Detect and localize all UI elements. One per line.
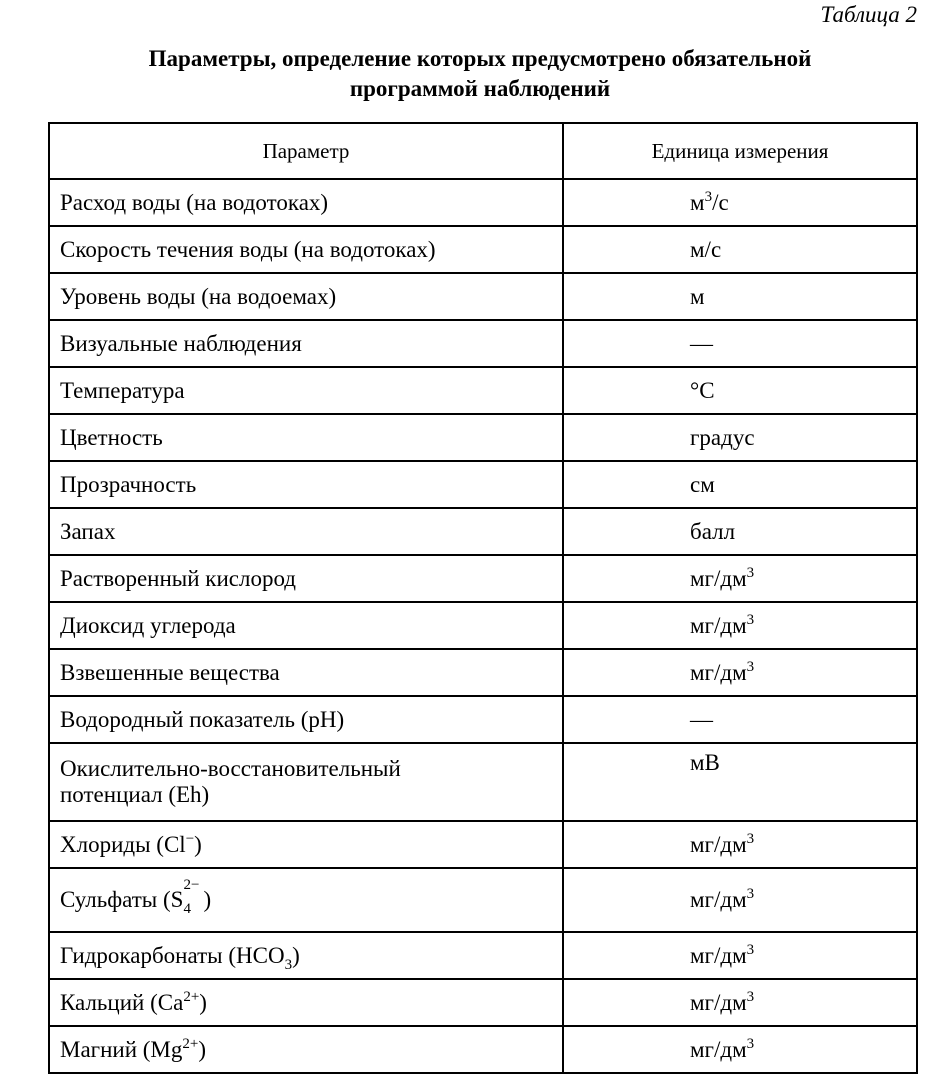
unit-text: мг/дм [690, 831, 747, 857]
param-cell [49, 979, 563, 1026]
param-cell [49, 743, 563, 821]
unit-cell: м/с [563, 226, 917, 273]
param-text: Гидрокарбонаты (HCO [60, 942, 285, 968]
unit-superscript: 3 [746, 1035, 755, 1052]
unit-cell: см [563, 461, 917, 508]
unit-cell [563, 179, 917, 226]
table-row [49, 649, 917, 696]
unit-cell [563, 979, 917, 1026]
unit-text: мг/дм [690, 1036, 747, 1062]
param-cell [49, 932, 563, 979]
unit-text: мг/дм [690, 659, 747, 685]
param-tail: ) [199, 989, 207, 1015]
unit-text: мг/дм [690, 612, 747, 638]
unit-superscript: 3 [746, 564, 755, 581]
param-cell: Уровень воды (на водоемах) [49, 273, 563, 320]
param-cell: Визуальные наблюдения [49, 320, 563, 367]
param-line-2: потенциал (Eh) [60, 782, 210, 807]
unit-cell: — [563, 696, 917, 743]
param-superscript: 2+ [182, 1035, 199, 1052]
param-cell: Расход воды (на водотоках) [49, 179, 563, 226]
header-unit: Единица измерения [563, 123, 917, 179]
table-row [49, 273, 917, 320]
table-row [49, 821, 917, 868]
table-row [49, 1026, 917, 1073]
unit-superscript: 3 [746, 611, 755, 628]
param-subscript: 3 [284, 956, 293, 973]
param-superscript: 2− [183, 877, 200, 893]
unit-cell [563, 821, 917, 868]
table-row [49, 414, 917, 461]
param-cell [49, 868, 563, 932]
unit-cell: м [563, 273, 917, 320]
unit-cell [563, 555, 917, 602]
param-cell: Температура [49, 367, 563, 414]
param-cell: Запах [49, 508, 563, 555]
table-header-row [49, 123, 917, 179]
param-superscript: 2+ [183, 988, 200, 1005]
table-row [49, 602, 917, 649]
unit-cell: градус [563, 414, 917, 461]
unit-superscript: 3 [746, 988, 755, 1005]
table-title [40, 44, 920, 104]
unit-cell [563, 649, 917, 696]
param-line-1: Окислительно-восстановительный [60, 756, 401, 781]
unit-superscript: 3 [746, 941, 755, 958]
param-cell: Взвешенные вещества [49, 649, 563, 696]
unit-cell [563, 932, 917, 979]
unit-text: мг/дм [690, 942, 747, 968]
table-title-line-2: программой наблюдений [349, 76, 611, 101]
header-parameter: Параметр [49, 123, 563, 179]
unit-cell [563, 602, 917, 649]
table-row [49, 932, 917, 979]
table-row [49, 555, 917, 602]
param-text: Сульфаты (S [60, 887, 184, 912]
unit-tail: /с [712, 189, 729, 215]
unit-cell: °С [563, 367, 917, 414]
param-cell: Цветность [49, 414, 563, 461]
unit-cell [563, 868, 917, 932]
unit-cell: — [563, 320, 917, 367]
parameters-table [48, 122, 918, 1074]
table-row [49, 461, 917, 508]
unit-cell [563, 1026, 917, 1073]
unit-superscript: 3 [746, 658, 755, 675]
param-tail: ) [292, 942, 300, 968]
unit-cell: мВ [563, 743, 917, 821]
param-tail: ) [198, 1036, 207, 1062]
unit-cell: балл [563, 508, 917, 555]
param-cell: Диоксид углерода [49, 602, 563, 649]
param-text: Кальций (Ca [60, 989, 184, 1015]
unit-superscript: 3 [746, 830, 755, 847]
param-cell: Растворенный кислород [49, 555, 563, 602]
param-supsub [183, 877, 203, 917]
param-tail: ) [194, 831, 202, 857]
param-tail: ) [203, 887, 212, 912]
param-cell: Скорость течения воды (на водотоках) [49, 226, 563, 273]
param-cell: Водородный показатель (pH) [49, 696, 563, 743]
table-row [49, 508, 917, 555]
unit-text: мг/дм [690, 989, 747, 1015]
param-cell [49, 821, 563, 868]
param-cell: Прозрачность [49, 461, 563, 508]
table-row [49, 743, 917, 821]
unit-text: мг/дм [690, 565, 747, 591]
unit-text: мг/дм [690, 887, 747, 912]
unit-text: м [690, 189, 705, 215]
table-row [49, 868, 917, 932]
param-text: Хлориды (Cl [60, 831, 186, 857]
table-row [49, 226, 917, 273]
table-title-line-1: Параметры, определение которых предусмотрено обязательной [148, 46, 812, 71]
table-number-label: Таблица 2 [820, 2, 917, 27]
table-row [49, 979, 917, 1026]
table-row [49, 696, 917, 743]
unit-superscript: 3 [746, 886, 755, 902]
unit-superscript: 3 [704, 188, 713, 205]
param-text: Магний (Mg [60, 1036, 183, 1062]
param-superscript: − [185, 830, 195, 847]
table-row [49, 179, 917, 226]
param-subscript: 4 [183, 901, 191, 917]
table-row [49, 320, 917, 367]
param-cell [49, 1026, 563, 1073]
table-row [49, 367, 917, 414]
